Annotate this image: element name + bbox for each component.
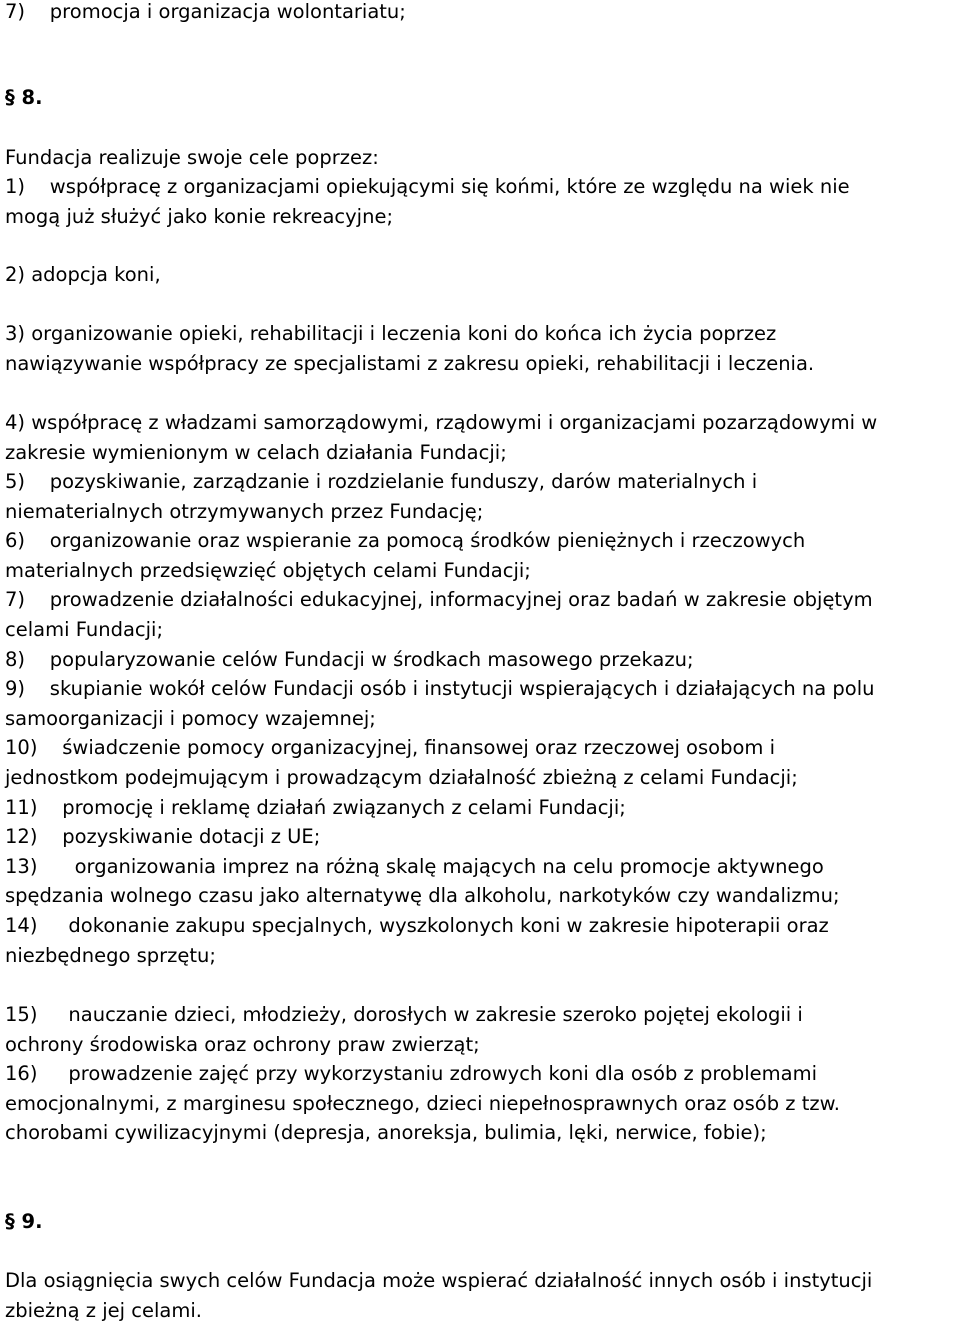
- list-item: 5) pozyskiwanie, zarządzanie i rozdzielanie funduszy, darów materialnych i: [5, 470, 758, 493]
- list-item: 7) prowadzenie działalności edukacyjnej, informacyjnej oraz badań w zakresie objętym: [5, 588, 873, 611]
- list-item-continuation: mogą już służyć jako konie rekreacyjne;: [5, 205, 394, 228]
- section-number: 9.: [14, 1210, 43, 1233]
- list-item: 4) współpracę z władzami samorządowymi, rządowymi i organizacjami pozarządowymi w: [5, 411, 878, 434]
- list-item-continuation: niezbędnego sprzętu;: [5, 944, 216, 967]
- paragraph-line: Fundacja realizuje swoje cele poprzez:: [5, 146, 379, 169]
- list-item: 1) współpracę z organizacjami opiekującymi się końmi, które ze względu na wiek nie: [5, 175, 850, 198]
- list-item-continuation: nawiązywanie współpracy ze specjalistami z zakresu opieki, rehabilitacji i leczenia.: [5, 352, 815, 375]
- list-item: 10) świadczenie pomocy organizacyjnej, finansowej oraz rzeczowej osobom i: [5, 736, 776, 759]
- list-item-continuation: emocjonalnymi, z marginesu społecznego, dzieci niepełnosprawnych oraz osób z tzw.: [5, 1092, 840, 1115]
- list-item-continuation: chorobami cywilizacyjnymi (depresja, anoreksja, bulimia, lęki, nerwice, fobie);: [5, 1121, 767, 1144]
- list-item-continuation: celami Fundacji;: [5, 618, 164, 641]
- list-item: 7) promocja i organizacja wolontariatu;: [5, 0, 406, 23]
- list-item: 6) organizowanie oraz wspieranie za pomocą środków pieniężnych i rzeczowych: [5, 529, 806, 552]
- section-symbol: §: [5, 1210, 15, 1233]
- list-item: 14) dokonanie zakupu specjalnych, wyszkolonych koni w zakresie hipoterapii oraz: [5, 914, 829, 937]
- list-item: 2) adopcja koni,: [5, 263, 161, 286]
- list-item: 13) organizowania imprez na różną skalę mających na celu promocje aktywnego: [5, 855, 824, 878]
- list-item-continuation: jednostkom podejmującym i prowadzącym działalność zbieżną z celami Fundacji;: [5, 766, 798, 789]
- list-item: 12) pozyskiwanie dotacji z UE;: [5, 825, 321, 848]
- list-item: 16) prowadzenie zajęć przy wykorzystaniu zdrowych koni dla osób z problemami: [5, 1062, 818, 1085]
- list-item-continuation: samoorganizacji i pomocy wzajemnej;: [5, 707, 376, 730]
- list-item-continuation: ochrony środowiska oraz ochrony praw zwierząt;: [5, 1033, 480, 1056]
- list-item: 11) promocję i reklamę działań związanych z celami Fundacji;: [5, 796, 626, 819]
- list-item: 15) nauczanie dzieci, młodzieży, dorosłych w zakresie szeroko pojętej ekologii i: [5, 1003, 803, 1026]
- section-heading: [5, 83, 43, 113]
- section-heading: [5, 1207, 43, 1237]
- list-item-continuation: zakresie wymienionym w celach działania Fundacji;: [5, 441, 507, 464]
- section-symbol: §: [5, 86, 15, 109]
- list-item: 3) organizowanie opieki, rehabilitacji i leczenia koni do końca ich życia poprzez: [5, 322, 777, 345]
- list-item: 9) skupianie wokół celów Fundacji osób i instytucji wspierających i działających na polu: [5, 677, 875, 700]
- list-item-continuation: niematerialnych otrzymywanych przez Fundację;: [5, 500, 484, 523]
- list-item-continuation: materialnych przedsięwzięć objętych celami Fundacji;: [5, 559, 531, 582]
- list-item-continuation: spędzania wolnego czasu jako alternatywę dla alkoholu, narkotyków czy wandalizmu;: [5, 884, 840, 907]
- list-item: 8) popularyzowanie celów Fundacji w środkach masowego przekazu;: [5, 648, 694, 671]
- paragraph-line: zbieżną z jej celami.: [5, 1299, 202, 1322]
- section-number: 8.: [14, 86, 43, 109]
- paragraph-line: Dla osiągnięcia swych celów Fundacja może wspierać działalność innych osób i instytucji: [5, 1269, 873, 1292]
